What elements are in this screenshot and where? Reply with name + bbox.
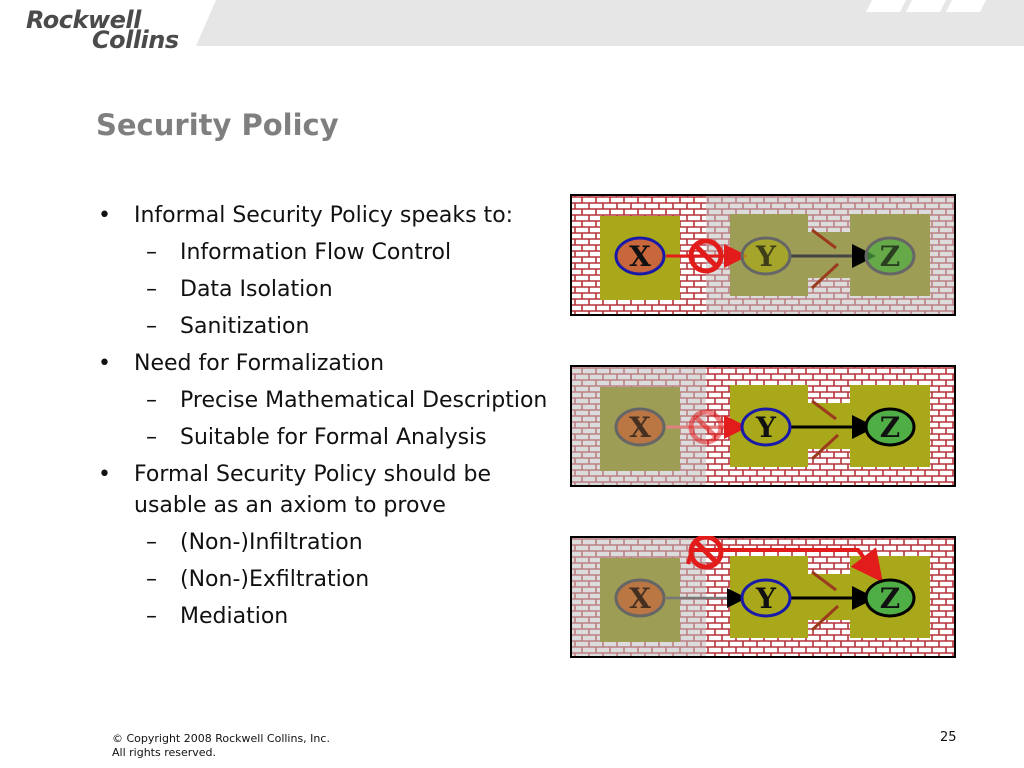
sub-bullet-item	[96, 601, 566, 632]
sub-bullet-item	[96, 564, 566, 595]
flow-diagram-1	[570, 194, 956, 316]
node-z-label: Z	[879, 240, 901, 273]
sub-bullet-marker: –	[146, 425, 157, 450]
bullet-item	[96, 459, 566, 521]
sub-bullet-item	[96, 237, 566, 268]
sub-bullet-item	[96, 274, 566, 305]
flow-diagram-2	[570, 365, 956, 487]
footer-copyright	[112, 732, 330, 760]
bullet-item	[96, 348, 566, 379]
node-x-label: X	[629, 411, 651, 444]
node-z-label: Z	[879, 582, 901, 615]
node-x-label: X	[629, 240, 651, 273]
logo-line1: Rockwell	[26, 6, 141, 34]
node-x-label: X	[629, 582, 651, 615]
copyright-line2: All rights reserved.	[112, 746, 217, 759]
sub-bullet-item	[96, 422, 566, 453]
bullet-item	[96, 200, 566, 231]
bullet-list	[96, 200, 566, 638]
flow-diagram-3	[570, 536, 956, 658]
node-y-label: Y	[756, 582, 776, 615]
sub-bullet-text: Data Isolation	[180, 277, 333, 302]
bullet-marker: •	[98, 351, 111, 376]
bullet-marker: •	[98, 462, 111, 487]
flow-diagram-3-svg	[570, 536, 956, 658]
node-z-label: Z	[879, 411, 901, 444]
sub-bullet-item	[96, 527, 566, 558]
sub-bullet-text: Suitable for Formal Analysis	[180, 425, 487, 450]
sub-bullet-item	[96, 385, 566, 416]
sub-bullet-text: Mediation	[180, 604, 289, 629]
sub-bullet-item	[96, 311, 566, 342]
sub-bullet-text: Information Flow Control	[180, 240, 452, 265]
logo-line2: Collins	[92, 26, 179, 54]
rockwell-collins-logo	[22, 6, 192, 52]
bullet-text: Formal Security Policy should be usable as an axiom to prove	[134, 462, 491, 518]
sub-bullet-marker: –	[146, 388, 157, 413]
flow-diagram-1-svg	[570, 194, 956, 316]
bullet-text: Need for Formalization	[134, 351, 385, 376]
slide-title: Security Policy	[96, 108, 339, 142]
flow-diagram-2-svg	[570, 365, 956, 487]
sub-bullet-text: Sanitization	[180, 314, 310, 339]
sub-bullet-text: Precise Mathematical Description	[180, 388, 548, 413]
node-y-label: Y	[756, 240, 776, 273]
node-y-label: Y	[756, 411, 776, 444]
sub-bullet-marker: –	[146, 567, 157, 592]
sub-bullet-marker: –	[146, 530, 157, 555]
bullet-text: Informal Security Policy speaks to:	[134, 203, 514, 228]
sub-bullet-text: (Non-)Exfiltration	[180, 567, 370, 592]
sub-bullet-marker: –	[146, 277, 157, 302]
sub-bullet-text: (Non-)Infiltration	[180, 530, 363, 555]
sub-bullet-marker: –	[146, 314, 157, 339]
copyright-line1: © Copyright 2008 Rockwell Collins, Inc.	[112, 732, 330, 745]
sub-bullet-marker: –	[146, 604, 157, 629]
bullet-marker: •	[98, 203, 111, 228]
sub-bullet-marker: –	[146, 240, 157, 265]
page-number: 25	[940, 730, 957, 745]
